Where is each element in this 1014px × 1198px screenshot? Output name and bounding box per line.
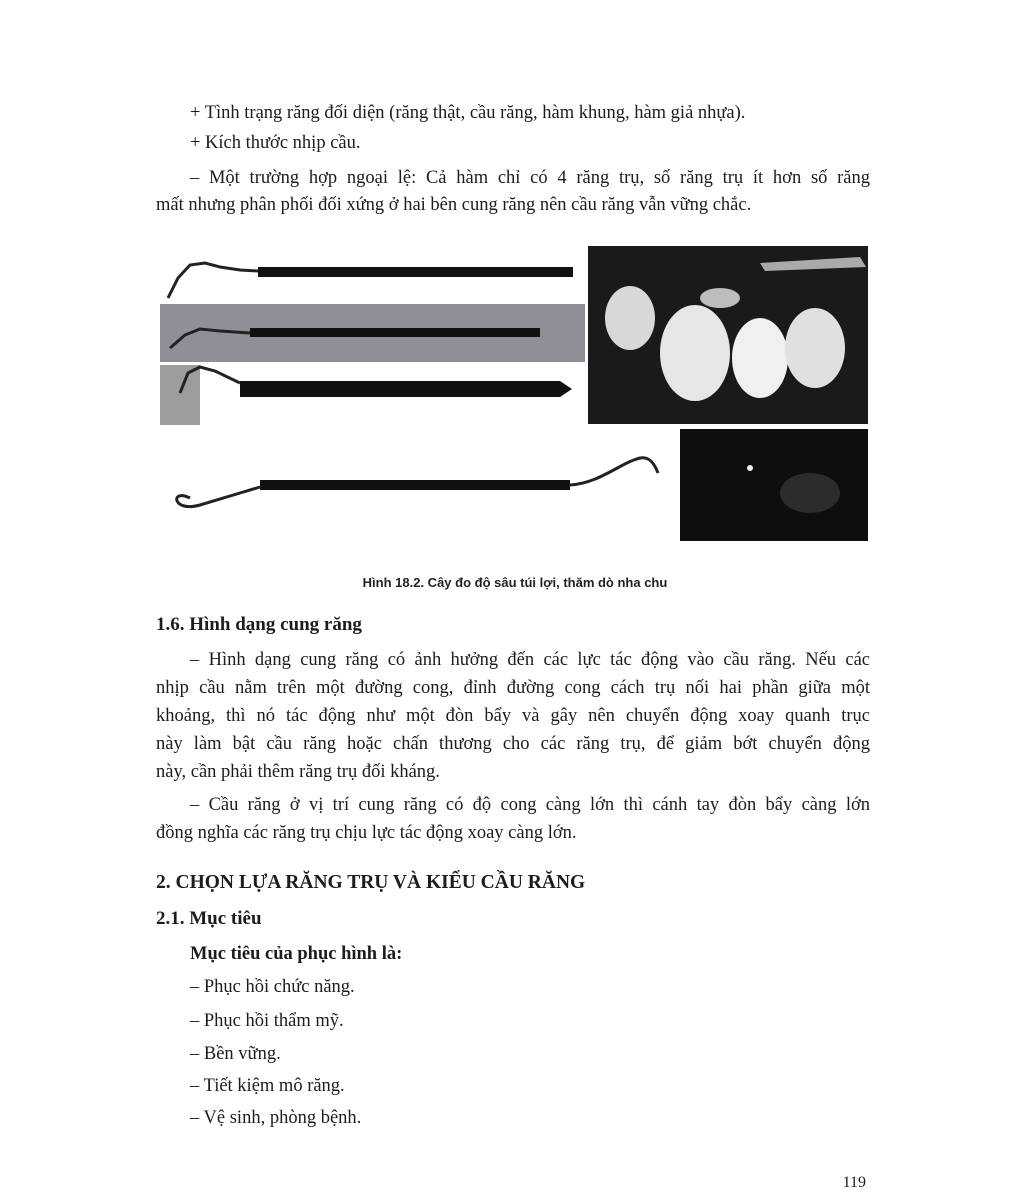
- figure-caption: Hình 18.2. Cây đo độ sâu túi lợi, thăm dò nha chu: [362, 575, 668, 590]
- section-heading-1-6: 1.6. Hình dạng cung răng: [156, 614, 362, 635]
- para1-line-3: khoảng, thì nó tác động như một đòn bẩy và gây nên chuyển động xoay quanh trục: [156, 706, 870, 726]
- objective-item-3: – Bền vững.: [190, 1044, 281, 1064]
- section-heading-2-1: 2.1. Mục tiêu: [156, 908, 262, 929]
- clinical-photo-bottom: [680, 429, 868, 541]
- objective-item-4: – Tiết kiệm mô răng.: [190, 1076, 345, 1096]
- probe-4-image: [177, 458, 658, 507]
- para2-line-2: đồng nghĩa các răng trụ chịu lực tác động xoay càng lớn.: [156, 823, 577, 843]
- para1-line-5: này, cần phải thêm răng trụ đối kháng.: [156, 762, 440, 782]
- para1-line-2: nhịp cầu nằm trên một đường cong, đỉnh đường cong cách trụ nối hai phần giữa một: [156, 678, 870, 698]
- objective-item-2: – Phục hồi thẩm mỹ.: [190, 1011, 344, 1031]
- probe-3-image: [160, 365, 572, 425]
- probe-1-image: [168, 263, 573, 298]
- page-number: 119: [842, 1174, 866, 1191]
- para1-line-4: này làm bật cầu răng hoặc chấn thương cho các răng trụ, để giảm bớt chuyển động: [156, 734, 870, 754]
- section-heading-2: 2. CHỌN LỰA RĂNG TRỤ VÀ KIỂU CẦU RĂNG: [156, 872, 586, 893]
- intro-line-1: + Tình trạng răng đối diện (răng thật, cầu răng, hàm khung, hàm giả nhựa).: [190, 103, 746, 123]
- clinical-photo-top: [588, 246, 868, 424]
- objective-title: Mục tiêu của phục hình là:: [190, 944, 403, 964]
- figure-periodontal-probes: [160, 243, 870, 573]
- probe-2-image: [160, 304, 585, 362]
- objective-item-1: – Phục hồi chức năng.: [190, 977, 355, 997]
- intro-line-3: – Một trường hợp ngoại lệ: Cả hàm chỉ có 4 răng trụ, số răng trụ ít hơn số răng: [190, 168, 870, 188]
- para2-line-1: – Cầu răng ở vị trí cung răng có độ cong càng lớn thì cánh tay đòn bẩy càng lớn: [190, 795, 870, 815]
- intro-line-2: + Kích thước nhịp cầu.: [190, 133, 361, 153]
- para1-line-1: – Hình dạng cung răng có ảnh hưởng đến các lực tác động vào cầu răng. Nếu các: [190, 650, 870, 670]
- objective-item-5: – Vệ sinh, phòng bệnh.: [190, 1108, 362, 1128]
- intro-line-4: mất nhưng phân phối đối xứng ở hai bên cung răng nên cầu răng vẫn vững chắc.: [156, 195, 752, 215]
